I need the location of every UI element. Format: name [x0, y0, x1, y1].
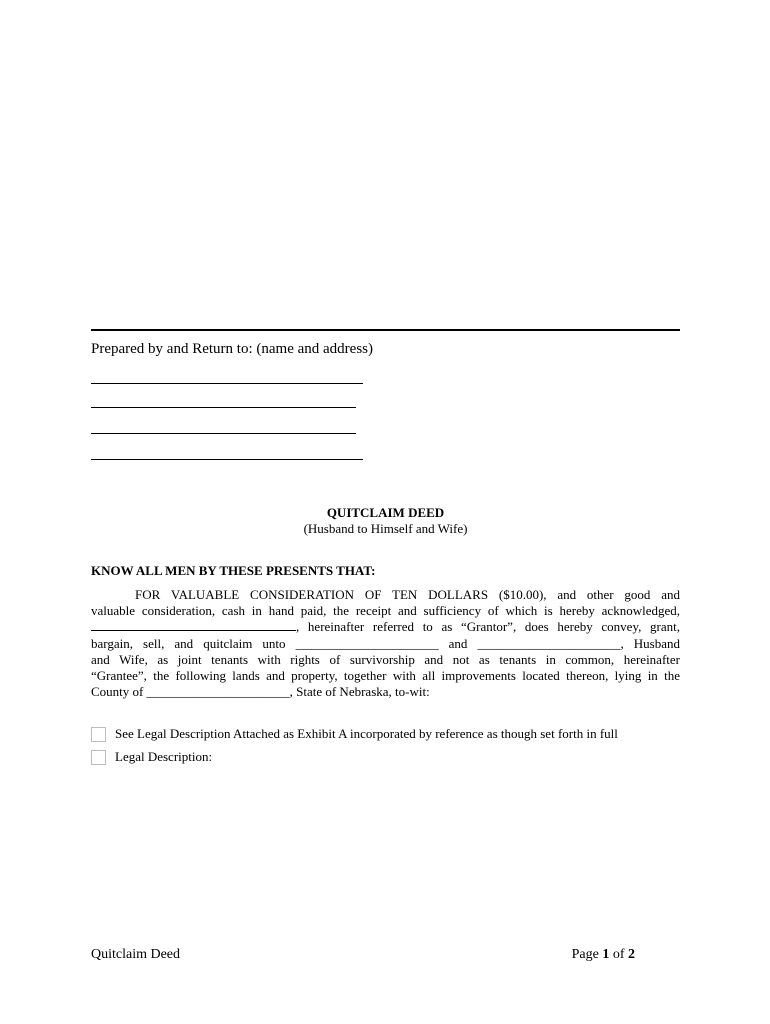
exhibit-label: See Legal Description Attached as Exhibit A incorporated by reference as though set forth in full	[115, 726, 618, 741]
footer-page-number: Page 1 of 2	[571, 947, 635, 962]
paragraph-line-3: , hereinafter referred to as “Grantor”, does hereby convey, grant,	[91, 619, 680, 635]
total-pages: 2	[628, 947, 635, 962]
legal-description-label: Legal Description:	[115, 749, 213, 764]
current-page: 1	[602, 947, 610, 962]
top-divider	[91, 329, 680, 331]
address-line-1[interactable]	[91, 383, 363, 384]
exhibit-checkbox[interactable]	[91, 727, 106, 742]
grantor-name-field[interactable]	[91, 619, 296, 631]
legal-description-checkbox[interactable]	[91, 750, 106, 765]
paragraph-line-4: bargain, sell, and quitclaim unto ______________________ and ______________________, Husband	[91, 635, 680, 651]
address-line-2[interactable]	[91, 407, 356, 408]
consideration-paragraph	[91, 587, 680, 700]
footer-document-name: Quitclaim Deed	[91, 947, 181, 962]
paragraph-line-7: County of ______________________, State of Nebraska, to-wit:	[91, 684, 430, 700]
deed-title-block	[91, 505, 680, 537]
prepared-by-label: Prepared by and Return to: (name and address)	[91, 341, 373, 357]
paragraph-line-6: “Grantee”, the following lands and property, together with all improvements located thereon, lying in the	[91, 668, 680, 684]
deed-title: QUITCLAIM DEED	[326, 505, 445, 520]
know-all-men-heading: KNOW ALL MEN BY THESE PRESENTS THAT:	[91, 563, 376, 578]
paragraph-line-2: valuable consideration, cash in hand paid, the receipt and sufficiency of which is hereby acknowledged,	[91, 603, 680, 619]
exhibit-option	[91, 726, 618, 742]
deed-subtitle: (Husband to Himself and Wife)	[303, 521, 468, 536]
address-line-3[interactable]	[91, 433, 356, 434]
paragraph-line-1: FOR VALUABLE CONSIDERATION OF TEN DOLLARS ($10.00), and other good and	[135, 587, 680, 602]
legal-description-option	[91, 749, 212, 765]
paragraph-line-5: and Wife, as joint tenants with rights of survivorship and not as tenants in common, hereinafter	[91, 651, 680, 667]
address-line-4[interactable]	[91, 459, 363, 460]
